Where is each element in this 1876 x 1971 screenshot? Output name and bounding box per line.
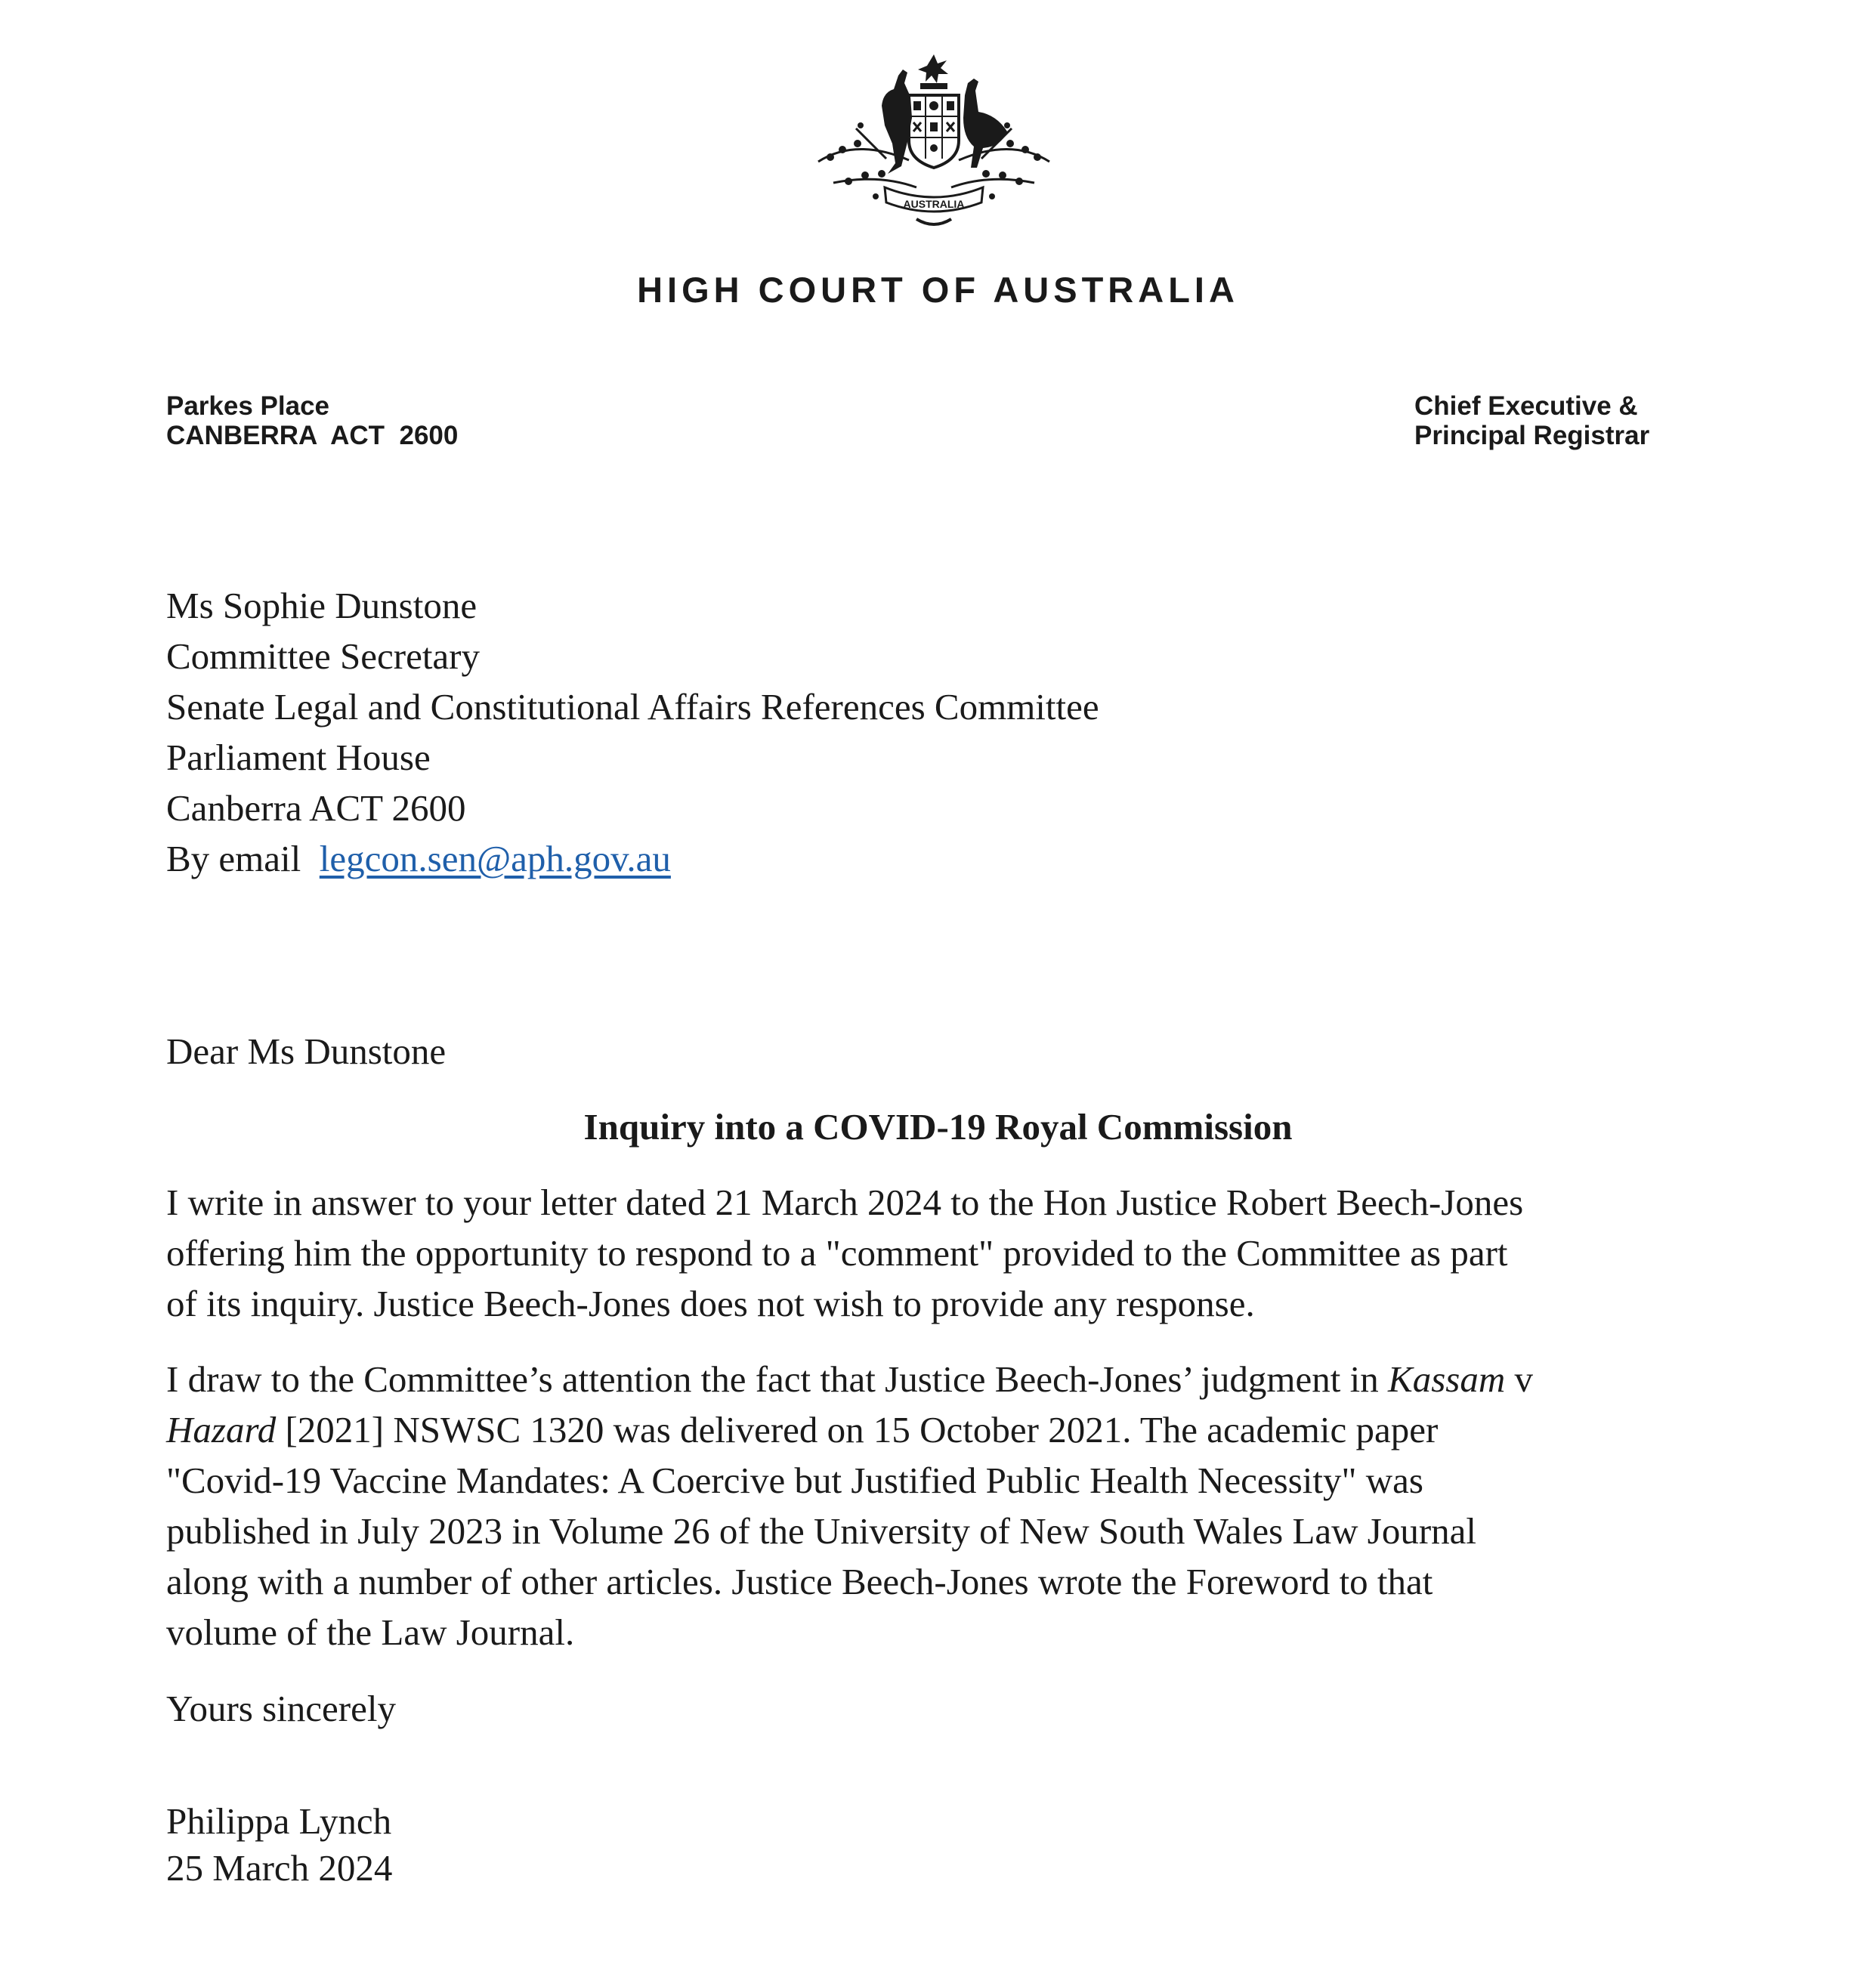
case-name: Hazard [166,1409,277,1450]
line-text: I draw to the Committee’s attention the fact that Justice Beech-Jones’ judgment in [166,1358,1389,1400]
subject-heading: Inquiry into a COVID-19 Royal Commission [583,1106,1293,1148]
closing: Yours sincerely [166,1688,396,1729]
address-line: Parkes Place [166,391,330,421]
recipient-block [166,580,1099,884]
case-name: Kassam [1388,1358,1506,1400]
recipient-name: Ms Sophie Dunstone [166,585,477,626]
email-prefix: By email [166,838,301,879]
address-line: CANBERRA ACT 2600 [166,421,459,450]
recipient-title: Committee Secretary [166,635,480,677]
court-address [166,391,458,450]
recipient-city: Canberra ACT 2600 [166,787,466,829]
paragraph-line: "Covid-19 Vaccine Mandates: A Coercive but Justified Public Health Necessity" was [166,1460,1423,1501]
signatory-name: Philippa Lynch [166,1800,392,1842]
line-text: v [1505,1358,1533,1400]
salutation: Dear Ms Dunstone [166,1030,447,1072]
office-line: Chief Executive & [1414,391,1638,421]
body-paragraph-2 [166,1354,1700,1657]
motto-scroll [885,187,983,212]
court-name-heading: HIGH COURT OF AUSTRALIA [637,270,1239,310]
paragraph-line [166,1354,1700,1404]
line-text: [2021] NSWSC 1320 was delivered on 15 October 2021. The academic paper [276,1409,1439,1450]
paragraph-line: offering him the opportunity to respond to a "comment" provided to the Committee as part [166,1232,1508,1274]
coat-of-arms-logo [803,53,1065,231]
paragraph-line [166,1404,1700,1455]
paragraph-line: of its inquiry. Justice Beech-Jones does not wish to provide any response. [166,1283,1255,1324]
email-link[interactable]: legcon.sen@aph.gov.au [319,838,671,879]
recipient-building: Parliament House [166,737,431,778]
shield-icon [909,95,959,168]
recipient-committee: Senate Legal and Constitutional Affairs References Committee [166,686,1099,728]
commonwealth-star-icon [918,54,948,83]
recipient-email-line [166,833,1099,884]
paragraph-line: volume of the Law Journal. [166,1611,575,1653]
office-title [1414,391,1649,450]
signature-block [166,1798,392,1892]
paragraph-line: along with a number of other articles. Justice Beech-Jones wrote the Foreword to that [166,1561,1433,1602]
crest-scroll-label: AUSTRALIA [903,198,965,210]
body-paragraph-1 [166,1177,1700,1329]
paragraph-line: I write in answer to your letter dated 21 March 2024 to the Hon Justice Robert Beech-Jones [166,1182,1524,1223]
office-line: Principal Registrar [1414,421,1650,450]
letter-date: 25 March 2024 [166,1847,393,1889]
paragraph-line: published in July 2023 in Volume 26 of the University of New South Wales Law Journal [166,1510,1477,1552]
